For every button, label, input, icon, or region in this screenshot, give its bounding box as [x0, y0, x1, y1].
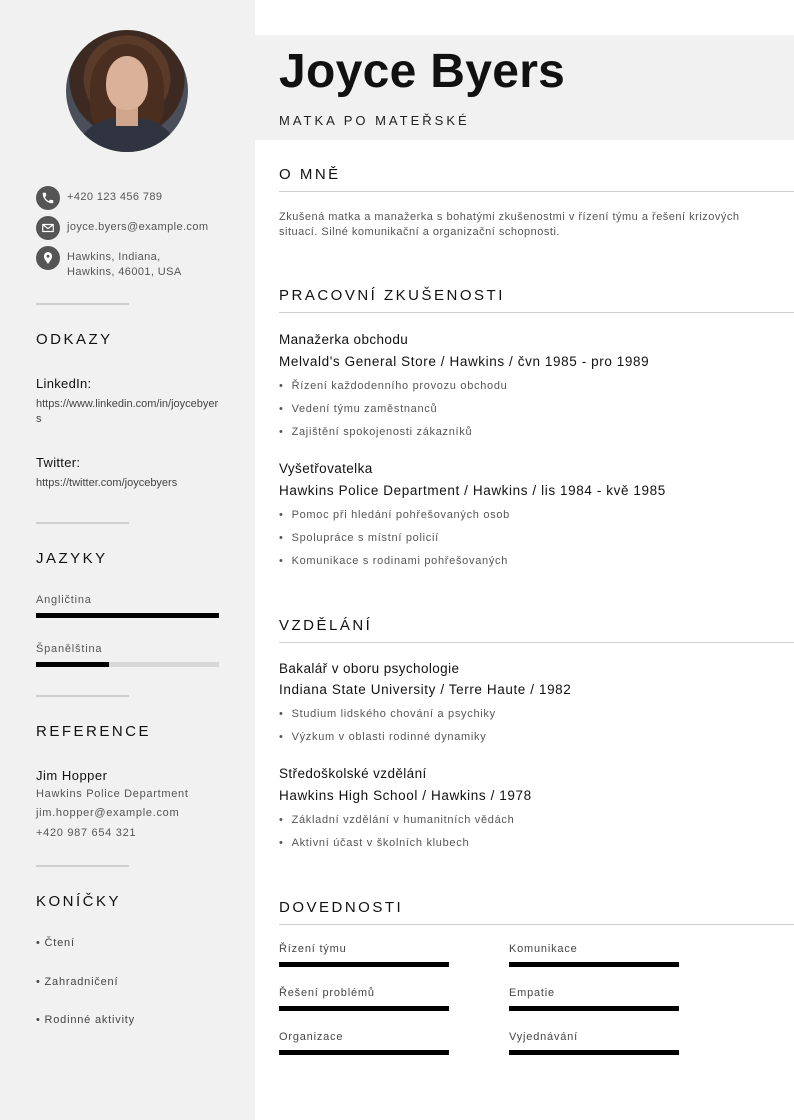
languages-heading: JAZYKY — [36, 550, 108, 567]
skill-name: Organizace — [279, 1031, 344, 1043]
skill-name: Řízení týmu — [279, 943, 347, 955]
skill-level-bar — [509, 1050, 679, 1055]
hobby-item: • Zahradničení — [36, 976, 119, 988]
skill-name: Komunikace — [509, 943, 578, 955]
skill-level-fill — [509, 1050, 679, 1055]
skill-level-fill — [509, 962, 679, 967]
language-level-fill — [36, 613, 219, 618]
job-bullet: • Komunikace s rodinami pohřešovaných — [279, 555, 508, 567]
reference-phone: +420 987 654 321 — [36, 827, 137, 839]
skill-level-bar — [279, 962, 449, 967]
linkedin-link[interactable]: https://www.linkedin.com/in/joycebyers — [36, 398, 219, 425]
job-title: Vyšetřovatelka — [279, 461, 373, 476]
divider — [36, 522, 129, 524]
education-title: Středoškolské vzdělání — [279, 766, 427, 781]
skill-level-fill — [279, 1006, 449, 1011]
divider — [36, 695, 129, 697]
job-subtitle: Hawkins Police Department / Hawkins / lis 1984 - kvě 1985 — [279, 483, 666, 498]
sidebar — [0, 0, 255, 1120]
education-bullet: • Aktivní účast v školních klubech — [279, 837, 469, 849]
photo-face — [106, 56, 148, 110]
skill-level-fill — [279, 1050, 449, 1055]
reference-company: Hawkins Police Department — [36, 788, 189, 800]
job-bullet: • Zajištění spokojenosti zákazníků — [279, 426, 472, 438]
divider — [36, 865, 129, 867]
skill-level-bar — [509, 1006, 679, 1011]
education-bullet: • Základní vzdělání v humanitních vědách — [279, 814, 514, 826]
education-title: Bakalář v oboru psychologie — [279, 661, 460, 676]
twitter-label: Twitter: — [36, 455, 81, 470]
skill-level-bar — [509, 962, 679, 967]
language-level-bar — [36, 662, 219, 667]
main-content — [255, 0, 794, 1120]
phone-text: +420 123 456 789 — [67, 191, 163, 203]
address-line2: Hawkins, 46001, USA — [67, 266, 182, 278]
hobby-item: • Čtení — [36, 937, 75, 949]
contact-phone — [36, 186, 162, 210]
education-heading: VZDĚLÁNÍ — [279, 617, 373, 634]
section-rule — [279, 312, 794, 313]
email-text[interactable]: joyce.byers@example.com — [67, 221, 209, 233]
job-role: MATKA PO MATEŘSKÉ — [279, 113, 470, 128]
envelope-icon — [36, 216, 60, 240]
skill-level-fill — [279, 962, 449, 967]
job-bullet: • Pomoc při hledání pohřešovaných osob — [279, 509, 510, 521]
contact-address — [36, 246, 182, 280]
job-bullet: • Řízení každodenního provozu obchodu — [279, 380, 507, 392]
education-bullet: • Studium lidského chování a psychiky — [279, 708, 496, 720]
education-subtitle: Indiana State University / Terre Haute / 1982 — [279, 682, 572, 697]
hobbies-heading: KONÍČKY — [36, 893, 122, 910]
skills-heading: DOVEDNOSTI — [279, 899, 404, 916]
skill-name: Řešení problémů — [279, 987, 375, 999]
linkedin-label: LinkedIn: — [36, 376, 92, 391]
about-heading: O MNĚ — [279, 166, 341, 183]
section-rule — [279, 642, 794, 643]
job-title: Manažerka obchodu — [279, 332, 409, 347]
section-rule — [279, 191, 794, 192]
job-bullet: • Vedení týmu zaměstnanců — [279, 403, 437, 415]
language-level-fill — [36, 662, 109, 667]
education-bullet: • Výzkum v oblasti rodinné dynamiky — [279, 731, 486, 743]
hobby-item: • Rodinné aktivity — [36, 1014, 135, 1026]
skill-level-fill — [509, 1006, 679, 1011]
experience-heading: PRACOVNÍ ZKUŠENOSTI — [279, 287, 505, 304]
hobby-label: Zahradničení — [44, 976, 119, 988]
address-line1: Hawkins, Indiana, — [67, 251, 161, 263]
address-text — [67, 246, 182, 280]
reference-email[interactable]: jim.hopper@example.com — [36, 807, 180, 819]
twitter-link[interactable]: https://twitter.com/joycebyers — [36, 477, 178, 489]
hobby-label: Rodinné aktivity — [44, 1014, 135, 1026]
skill-level-bar — [279, 1050, 449, 1055]
references-heading: REFERENCE — [36, 723, 152, 740]
map-pin-icon — [36, 246, 60, 270]
skill-name: Vyjednávání — [509, 1031, 578, 1043]
phone-icon — [36, 186, 60, 210]
contact-email — [36, 216, 208, 240]
job-bullet: • Spolupráce s místní policií — [279, 532, 439, 544]
profile-photo — [66, 30, 188, 152]
education-subtitle: Hawkins High School / Hawkins / 1978 — [279, 788, 532, 803]
links-heading: ODKAZY — [36, 331, 113, 348]
job-subtitle: Melvald's General Store / Hawkins / čvn 1985 - pro 1989 — [279, 354, 650, 369]
language-name: Španělština — [36, 643, 103, 655]
language-name: Angličtina — [36, 594, 92, 606]
divider — [36, 303, 129, 305]
skill-level-bar — [279, 1006, 449, 1011]
skill-name: Empatie — [509, 987, 555, 999]
section-rule — [279, 924, 794, 925]
full-name: Joyce Byers — [279, 45, 566, 98]
hobby-label: Čtení — [44, 937, 75, 949]
about-text: Zkušená matka a manažerka s bohatými zkušenostmi v řízení týmu a řešení krizových situací. Silné komunikační a organizační schopnosti. — [279, 211, 740, 238]
language-level-bar — [36, 613, 219, 618]
reference-name: Jim Hopper — [36, 768, 108, 783]
